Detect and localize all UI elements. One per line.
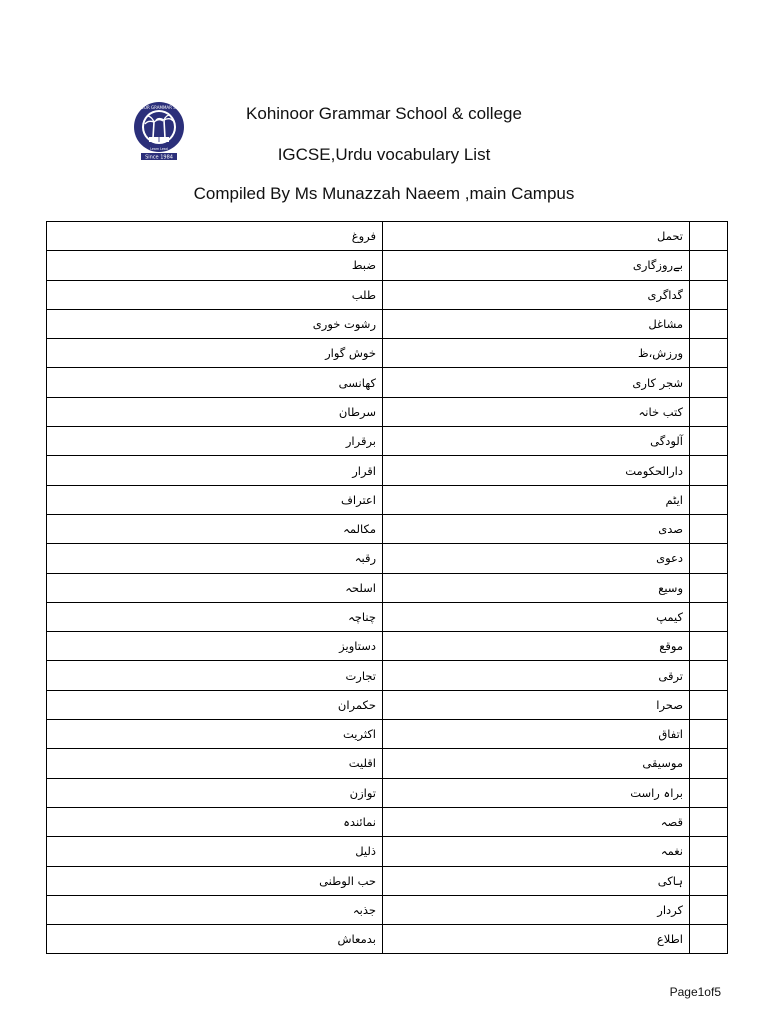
empty-cell: [690, 632, 728, 661]
vocab-word-right: شجر کاری: [383, 368, 690, 397]
empty-cell: [690, 544, 728, 573]
vocab-word-right: کیمپ: [383, 602, 690, 631]
empty-cell: [690, 807, 728, 836]
vocab-word-left: نمائندہ: [47, 807, 383, 836]
vocab-word-left: اقرار: [47, 456, 383, 485]
table-row: [47, 632, 728, 661]
vocab-word-right: تحمل: [383, 222, 690, 251]
table-row: [47, 251, 728, 280]
table-row: [47, 602, 728, 631]
table-row: [47, 837, 728, 866]
vocab-word-left: حب الوطنی: [47, 866, 383, 895]
table-row: [47, 661, 728, 690]
logo-since: Since 1984: [145, 154, 173, 161]
logo-motto: Learn Lead: [150, 147, 168, 151]
vocab-word-left: برقرار: [47, 427, 383, 456]
table-row: [47, 427, 728, 456]
vocab-word-right: ایٹم: [383, 485, 690, 514]
table-row: [47, 514, 728, 543]
vocab-word-right: اطلاع: [383, 925, 690, 954]
vocab-word-right: قصہ: [383, 807, 690, 836]
table-row: [47, 690, 728, 719]
vocab-word-left: کھانسی: [47, 368, 383, 397]
empty-cell: [690, 309, 728, 338]
vocab-word-right: ترقی: [383, 661, 690, 690]
empty-cell: [690, 925, 728, 954]
vocab-word-right: موسیقی: [383, 749, 690, 778]
empty-cell: [690, 778, 728, 807]
vocab-word-left: اقلیت: [47, 749, 383, 778]
vocab-word-right: موقع: [383, 632, 690, 661]
vocab-word-left: مکالمہ: [47, 514, 383, 543]
vocab-word-left: ذلیل: [47, 837, 383, 866]
vocab-word-right: وسیع: [383, 573, 690, 602]
vocab-word-right: صحرا: [383, 690, 690, 719]
empty-cell: [690, 514, 728, 543]
empty-cell: [690, 749, 728, 778]
vocab-word-left: جذبہ: [47, 895, 383, 924]
vocab-word-left: رقبہ: [47, 544, 383, 573]
empty-cell: [690, 895, 728, 924]
table-row: [47, 866, 728, 895]
table-row: [47, 544, 728, 573]
table-row: [47, 368, 728, 397]
vocab-word-left: اسلحہ: [47, 573, 383, 602]
table-row: [47, 720, 728, 749]
vocab-word-left: ضبط: [47, 251, 383, 280]
vocab-word-left: دستاویز: [47, 632, 383, 661]
vocab-word-right: کردار: [383, 895, 690, 924]
vocab-word-right: صدی: [383, 514, 690, 543]
table-row: [47, 573, 728, 602]
compiled-by: Compiled By Ms Munazzah Naeem ,main Campus: [193, 184, 575, 203]
vocab-word-right: گداگری: [383, 280, 690, 309]
page-number: Page1of5: [669, 985, 721, 999]
empty-cell: [690, 280, 728, 309]
table-row: [47, 749, 728, 778]
vocab-word-left: بدمعاش: [47, 925, 383, 954]
empty-cell: [690, 485, 728, 514]
empty-cell: [690, 368, 728, 397]
vocab-word-right: دارالحکومت: [383, 456, 690, 485]
table-row: [47, 339, 728, 368]
vocabulary-table: [46, 221, 728, 954]
vocabulary-table-body: [47, 222, 728, 954]
vocab-word-left: طلب: [47, 280, 383, 309]
table-row: [47, 456, 728, 485]
table-row: [47, 485, 728, 514]
table-row: [47, 280, 728, 309]
empty-cell: [690, 397, 728, 426]
vocab-word-left: چناچہ: [47, 602, 383, 631]
logo-ring-text: KOHINOOR GRAMMAR SCHOOL: [129, 105, 189, 110]
vocab-word-right: براہ راست: [383, 778, 690, 807]
table-row: [47, 397, 728, 426]
vocab-word-right: آلودگی: [383, 427, 690, 456]
table-row: [47, 807, 728, 836]
vocab-word-right: کتب خانہ: [383, 397, 690, 426]
vocab-word-left: توازن: [47, 778, 383, 807]
vocab-word-right: دعوی: [383, 544, 690, 573]
vocab-word-left: اکثریت: [47, 720, 383, 749]
empty-cell: [690, 339, 728, 368]
list-title: IGCSE,Urdu vocabulary List: [277, 145, 491, 164]
empty-cell: [690, 720, 728, 749]
vocab-word-right: مشاغل: [383, 309, 690, 338]
vocab-word-right: اتفاق: [383, 720, 690, 749]
table-row: [47, 925, 728, 954]
vocab-word-left: حکمران: [47, 690, 383, 719]
table-row: [47, 778, 728, 807]
vocab-word-left: سرطان: [47, 397, 383, 426]
vocab-word-left: تجارت: [47, 661, 383, 690]
empty-cell: [690, 573, 728, 602]
empty-cell: [690, 251, 728, 280]
vocab-word-left: رشوت خوری: [47, 309, 383, 338]
school-name: Kohinoor Grammar School & college: [246, 104, 522, 123]
vocab-word-right: نغمہ: [383, 837, 690, 866]
empty-cell: [690, 837, 728, 866]
vocab-word-left: فروغ: [47, 222, 383, 251]
vocab-word-left: اعتراف: [47, 485, 383, 514]
empty-cell: [690, 222, 728, 251]
vocab-word-right: ورزش،ظ: [383, 339, 690, 368]
vocab-word-left: خوش گوار: [47, 339, 383, 368]
table-row: [47, 895, 728, 924]
empty-cell: [690, 602, 728, 631]
empty-cell: [690, 427, 728, 456]
empty-cell: [690, 661, 728, 690]
table-row: [47, 222, 728, 251]
vocab-word-right: ہاکی: [383, 866, 690, 895]
vocab-word-right: بےروزگاری: [383, 251, 690, 280]
empty-cell: [690, 456, 728, 485]
empty-cell: [690, 866, 728, 895]
empty-cell: [690, 690, 728, 719]
table-row: [47, 309, 728, 338]
